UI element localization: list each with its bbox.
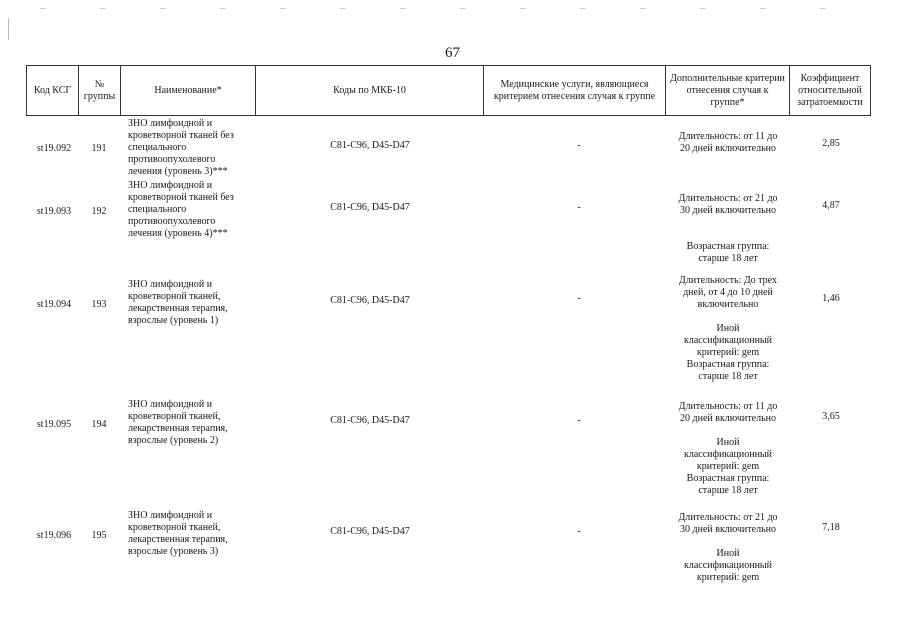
header-medical-services: Медицинские услуги, являющиеся критерием отнесения случая к группе — [484, 66, 666, 115]
row-additional-criteria: Длительность: от 21 до 30 дней включительно Иной классификационный критерий: gem — [678, 512, 778, 583]
header-additional-criteria: Дополнительные критерии отнесения случая к группе* — [666, 66, 790, 115]
row-mkb-codes: C81-C96, D45-D47 — [330, 526, 410, 537]
row-additional-criteria: Длительность: от 11 до 20 дней включительно Иной классификационный критерий: gem Возрастная группа: старше 18 лет — [678, 401, 778, 496]
row-group-number: 195 — [91, 530, 107, 541]
row-mkb-codes: C81-C96, D45-D47 — [330, 202, 410, 213]
row-code: st19.094 — [36, 299, 72, 310]
header-code: Код КСГ — [27, 66, 79, 115]
row-name: ЗНО лимфоидной и кроветворной тканей без специального противоопухолевого лечения (уровень 4)*** — [128, 180, 234, 239]
row-coefficient: 2,85 — [822, 138, 840, 149]
row-name: ЗНО лимфоидной и кроветворной тканей, лекарственная терапия, взрослые (уровень 2) — [128, 399, 228, 446]
scan-edge-mark — [8, 18, 9, 40]
row-medical-services: - — [577, 526, 581, 537]
row-mkb-codes: C81-C96, D45-D47 — [330, 295, 410, 306]
row-code: st19.095 — [36, 419, 72, 430]
table-header — [26, 65, 871, 116]
row-medical-services: - — [577, 140, 581, 151]
row-group-number: 192 — [91, 206, 107, 217]
row-additional-criteria: Длительность: от 11 до 20 дней включительно — [678, 131, 778, 154]
row-code: st19.096 — [36, 530, 72, 541]
row-additional-criteria: Длительность: До трех дней, от 4 до 10 дней включительно Иной классификационный критерий: gem Возрастная группа: старше 18 лет — [679, 275, 777, 382]
row-name: ЗНО лимфоидной и кроветворной тканей без специального противоопухолевого лечения (уровень 3)*** — [128, 118, 234, 177]
row-coefficient: 7,18 — [822, 522, 840, 533]
header-mkb-codes: Коды по МКБ-10 — [256, 66, 484, 115]
row-medical-services: - — [577, 202, 581, 213]
row-group-number: 193 — [91, 299, 107, 310]
row-group-number: 191 — [91, 143, 107, 154]
header-coefficient: Коэффициент относительной затратоемкости — [797, 72, 863, 108]
row-mkb-codes: C81-C96, D45-D47 — [330, 140, 410, 151]
row-code: st19.093 — [36, 206, 72, 217]
row-mkb-codes: C81-C96, D45-D47 — [330, 415, 410, 426]
row-medical-services: - — [577, 293, 581, 304]
page-number: 67 — [445, 45, 460, 61]
scan-artifact-top — [40, 8, 860, 9]
row-coefficient: 1,46 — [822, 293, 840, 304]
row-coefficient: 4,87 — [822, 200, 840, 211]
row-name: ЗНО лимфоидной и кроветворной тканей, лекарственная терапия, взрослые (уровень 1) — [128, 279, 228, 326]
header-name: Наименование* — [121, 66, 256, 115]
row-medical-services: - — [577, 415, 581, 426]
row-name: ЗНО лимфоидной и кроветворной тканей, лекарственная терапия, взрослые (уровень 3) — [128, 510, 228, 557]
header-group-number: № группы — [79, 66, 121, 115]
row-group-number: 194 — [91, 419, 107, 430]
row-code: st19.092 — [36, 143, 72, 154]
row-additional-criteria: Длительность: от 21 до 30 дней включительно Возрастная группа: старше 18 лет — [678, 193, 778, 264]
row-coefficient: 3,65 — [822, 411, 840, 422]
